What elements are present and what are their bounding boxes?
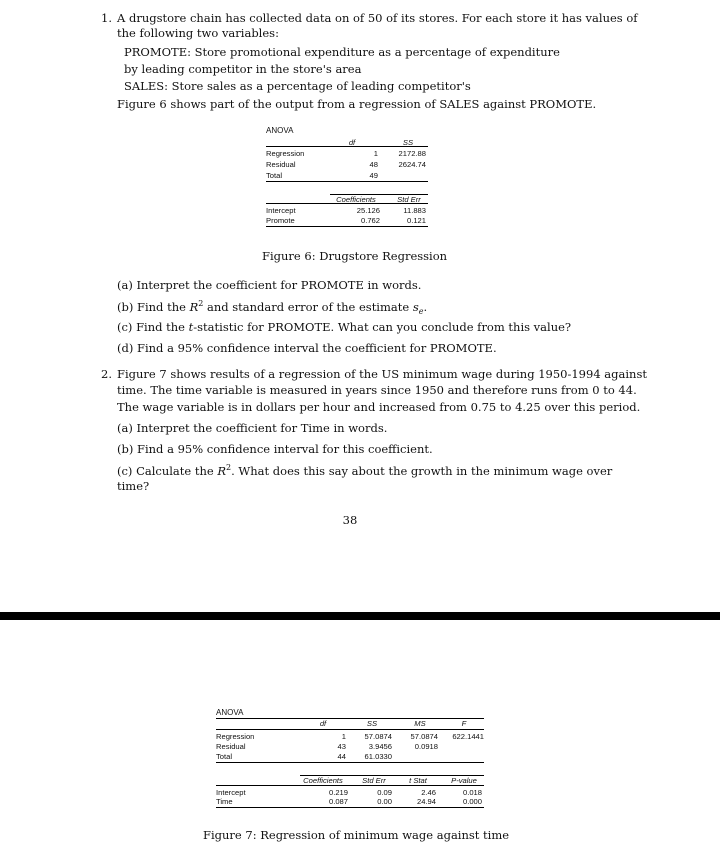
cell-coef: 0.219: [328, 788, 348, 797]
figure-caption: Figure 7: Regression of minimum wage against time: [203, 828, 510, 842]
cell-ss: 3.9456: [368, 742, 392, 751]
cell-ss: 61.0330: [364, 752, 392, 761]
question-text: Figure 7 shows results of a regression of the US minimum wage during 1950-1994 against: [117, 367, 647, 381]
cell-se: 0.09: [377, 788, 392, 797]
variable-definition: PROMOTE: Store promotional expenditure as a percentage of expenditure: [124, 45, 560, 59]
table-rule: [216, 762, 484, 763]
question-part: (d) Find a 95% confidence interval the coefficient for PROMOTE.: [117, 341, 497, 355]
cell-ss: 2172.88: [398, 149, 426, 158]
column-header: P-value: [451, 776, 477, 785]
cell-df: 43: [337, 742, 346, 751]
cell-ms: 0.0918: [414, 742, 438, 751]
row-label: Intercept: [266, 206, 296, 215]
table-rule: [216, 729, 484, 730]
question-text: the following two variables:: [117, 26, 279, 40]
cell-ss: 57.0874: [364, 732, 392, 741]
question-part: (c) Calculate the $R^2$. What does this say about the growth in the minimum wage over: [117, 463, 613, 478]
row-label: Residual: [266, 160, 296, 169]
cell-coef: 25.126: [356, 206, 380, 215]
cell-pvalue: 0.000: [462, 797, 482, 806]
cell-df: 44: [337, 752, 346, 761]
column-header: SS: [366, 719, 378, 728]
row-label: Intercept: [216, 788, 246, 797]
column-header: df: [348, 138, 356, 147]
figure-caption: Figure 6: Drugstore Regression: [262, 249, 448, 263]
table-rule: [266, 203, 428, 204]
question-part: (a) Interpret the coefficient for PROMOTE in words.: [117, 278, 422, 292]
table-rule: [216, 807, 484, 808]
column-header: F: [461, 719, 467, 728]
cell-ms: 57.0874: [410, 732, 438, 741]
cell-coef: 0.762: [360, 216, 380, 225]
column-header: Coefficients: [303, 776, 343, 785]
cell-pvalue: 0.018: [462, 788, 482, 797]
variable-definition: SALES: Store sales as a percentage of leading competitor's: [124, 79, 471, 93]
question-part: (b) Find the $R^2$ and standard error of the estimate $s_e$.: [117, 299, 428, 317]
variable-definition: by leading competitor in the store's area: [124, 62, 362, 76]
column-header: df: [319, 719, 327, 728]
row-label: Promote: [266, 216, 295, 225]
cell-df: 49: [369, 171, 378, 180]
page-number: 38: [342, 513, 358, 527]
column-header: Std Err: [362, 776, 386, 785]
question-text: time. The time variable is measured in years since 1950 and therefore runs from 0 to 44.: [117, 383, 637, 397]
column-header: Coefficients: [336, 195, 376, 204]
cell-tstat: 24.94: [416, 797, 436, 806]
question-number: 2.: [101, 367, 112, 381]
row-label: Total: [216, 752, 233, 761]
row-label: Total: [266, 171, 283, 180]
cell-ss: 2624.74: [398, 160, 426, 169]
column-header: SS: [402, 138, 414, 147]
cell-se: 0.121: [406, 216, 426, 225]
cell-se: 0.00: [377, 797, 392, 806]
cell-tstat: 2.46: [421, 788, 436, 797]
cell-df: 1: [373, 149, 378, 158]
question-text: The wage variable is in dollars per hour and increased from 0.75 to 4.25 over this period.: [117, 400, 641, 414]
anova-title: ANOVA: [266, 126, 294, 135]
column-header: MS: [414, 719, 426, 728]
question-text: A drugstore chain has collected data on of 50 of its stores. For each store it has values of: [117, 11, 638, 25]
cell-f: 622.1441: [452, 732, 484, 741]
question-part: (a) Interpret the coefficient for Time in words.: [117, 421, 388, 435]
table-rule: [266, 181, 428, 182]
table-rule: [266, 146, 428, 147]
cell-df: 1: [341, 732, 346, 741]
question-part: time?: [117, 479, 150, 493]
anova-title: ANOVA: [216, 708, 244, 717]
column-header: Std Err: [397, 195, 421, 204]
question-part: (c) Find the t-statistic for PROMOTE. What can you conclude from this value?: [117, 320, 572, 334]
question-number: 1.: [101, 11, 112, 25]
cell-coef: 0.087: [328, 797, 348, 806]
row-label: Regression: [266, 149, 305, 158]
question-part: (b) Find a 95% confidence interval for this coefficient.: [117, 442, 433, 456]
row-label: Residual: [216, 742, 246, 751]
table-rule: [216, 785, 484, 786]
cell-df: 48: [369, 160, 378, 169]
column-header: t Stat: [409, 776, 427, 785]
row-label: Regression: [216, 732, 255, 741]
row-label: Time: [216, 797, 233, 806]
cell-se: 11.883: [403, 206, 426, 215]
figure-reference: Figure 6 shows part of the output from a regression of SALES against PROMOTE.: [117, 97, 597, 111]
table-rule: [266, 226, 428, 227]
page-divider: [0, 612, 720, 620]
